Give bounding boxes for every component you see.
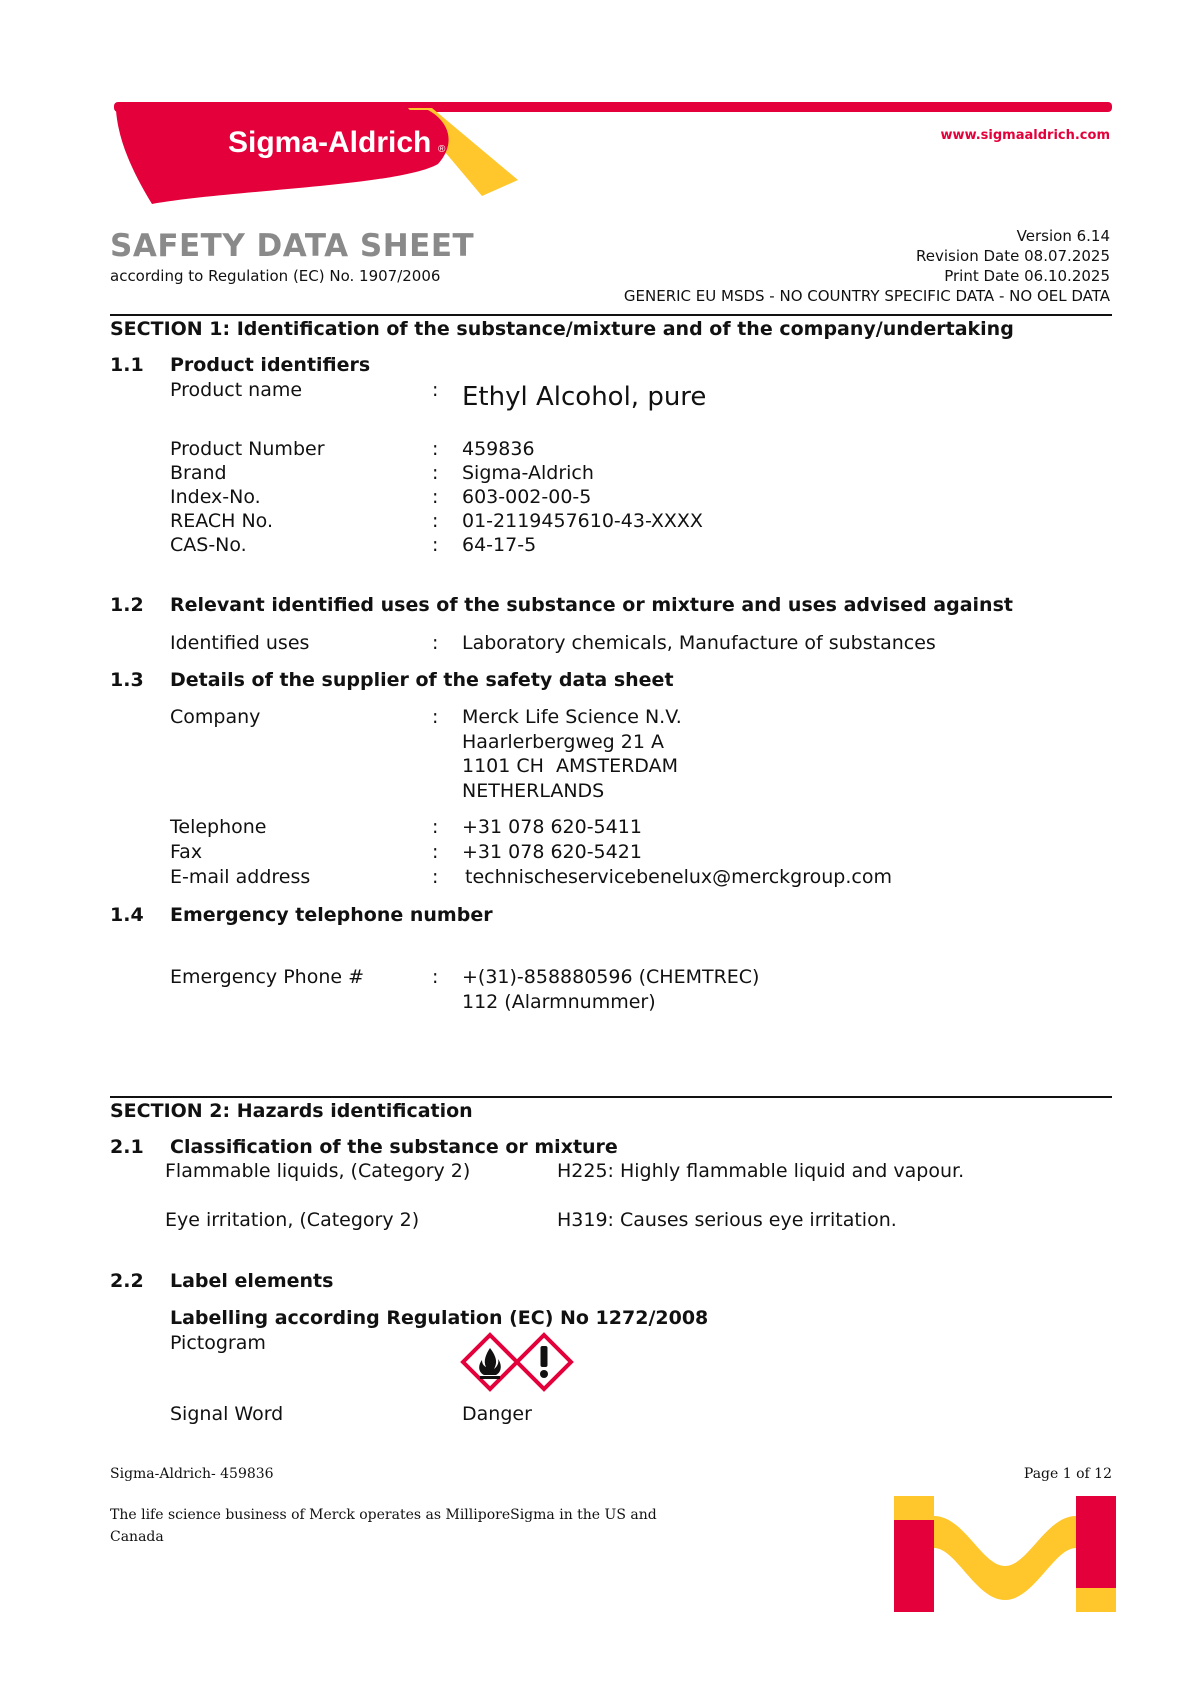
footer-note: The life science business of Merck operates as MilliporeSigma in the US and Canada [110, 1507, 657, 1545]
section-2-title: SECTION 2: Hazards identification [110, 1100, 473, 1122]
product-name-label: Product name [170, 379, 303, 401]
subsection-title: Emergency telephone number [170, 904, 493, 926]
labelling-title: Labelling according Regulation (EC) No 1272/2008 [170, 1307, 709, 1329]
hazard-class: Flammable liquids, (Category 2) [165, 1160, 471, 1182]
page-number: Page 1 of 12 [1023, 1466, 1112, 1482]
cas-no-label: CAS-No. [170, 534, 247, 556]
colon: : [432, 462, 439, 484]
exclamation-pictogram-icon [514, 1332, 574, 1392]
brand-label: Brand [170, 462, 227, 484]
index-no-label: Index-No. [170, 486, 261, 508]
logo-text: Sigma-Aldrich [228, 126, 432, 159]
company-line: NETHERLANDS [462, 780, 605, 802]
telephone-label: Telephone [170, 816, 267, 838]
emergency-phone: 112 (Alarmnummer) [462, 991, 656, 1013]
subsection-title: Product identifiers [170, 354, 371, 376]
reach-no-label: REACH No. [170, 510, 274, 532]
colon: : [432, 706, 439, 728]
colon: : [432, 486, 439, 508]
subsection-number: 1.2 [110, 594, 144, 616]
emergency-phone: +(31)-858880596 (CHEMTREC) [462, 966, 760, 988]
emergency-phone-label: Emergency Phone # [170, 966, 365, 988]
print-date: Print Date 06.10.2025 [944, 267, 1110, 285]
company-label: Company [170, 706, 261, 728]
company-line: Merck Life Science N.V. [462, 706, 682, 728]
company-line: 1101 CH AMSTERDAM [462, 755, 678, 777]
merck-logo [894, 1496, 1116, 1612]
subsection-number: 1.1 [110, 354, 144, 376]
colon: : [432, 438, 439, 460]
website-url: www.sigmaaldrich.com [940, 128, 1110, 143]
product-name: Ethyl Alcohol, pure [462, 382, 707, 412]
colon: : [432, 816, 439, 838]
subsection-title: Relevant identified uses of the substance or mixture and uses advised against [170, 594, 1013, 616]
sigma-aldrich-logo [110, 108, 530, 204]
cas-no: 64-17-5 [462, 534, 537, 556]
colon: : [432, 510, 439, 532]
colon: : [432, 841, 439, 863]
subsection-title: Details of the supplier of the safety data sheet [170, 669, 674, 691]
revision-date: Revision Date 08.07.2025 [916, 247, 1110, 265]
email-address: technischeservicebenelux@merckgroup.com [465, 866, 892, 888]
subsection-title: Label elements [170, 1270, 334, 1292]
section-1-title: SECTION 1: Identification of the substance/mixture and of the company/undertaking [110, 318, 1014, 340]
colon: : [432, 866, 439, 888]
colon: : [432, 534, 439, 556]
email-label: E-mail address [170, 866, 311, 888]
footer-product-ref: Sigma-Aldrich- 459836 [110, 1466, 274, 1482]
regulation-subtitle: according to Regulation (EC) No. 1907/2006 [110, 267, 441, 285]
product-number-label: Product Number [170, 438, 325, 460]
fax-label: Fax [170, 841, 203, 863]
signal-word: Danger [462, 1403, 532, 1425]
subsection-number: 1.4 [110, 904, 144, 926]
hazard-statement: H225: Highly flammable liquid and vapour. [557, 1160, 965, 1182]
identified-uses-label: Identified uses [170, 632, 310, 654]
section-divider [110, 314, 1112, 316]
colon: : [432, 632, 439, 654]
pictogram-label: Pictogram [170, 1332, 266, 1354]
reach-no: 01-2119457610-43-XXXX [462, 510, 703, 532]
subsection-number: 2.1 [110, 1136, 144, 1158]
telephone: +31 078 620-5411 [462, 816, 642, 838]
svg-text:®: ® [438, 144, 446, 155]
company-line: Haarlerbergweg 21 A [462, 731, 664, 753]
product-number: 459836 [462, 438, 535, 460]
subsection-number: 2.2 [110, 1270, 144, 1292]
document-title: SAFETY DATA SHEET [110, 228, 475, 264]
fax: +31 078 620-5421 [462, 841, 642, 863]
subsection-title: Classification of the substance or mixture [170, 1136, 618, 1158]
hazard-statement: H319: Causes serious eye irritation. [557, 1209, 897, 1231]
identified-uses: Laboratory chemicals, Manufacture of substances [462, 632, 936, 654]
section-divider [110, 1096, 1112, 1098]
hazard-class: Eye irritation, (Category 2) [165, 1209, 420, 1231]
brand-value: Sigma-Aldrich [462, 462, 594, 484]
index-no: 603-002-00-5 [462, 486, 592, 508]
colon: : [432, 379, 439, 401]
version: Version 6.14 [1016, 227, 1110, 245]
signal-word-label: Signal Word [170, 1403, 284, 1425]
colon: : [432, 966, 439, 988]
subsection-number: 1.3 [110, 669, 144, 691]
generic-note: GENERIC EU MSDS - NO COUNTRY SPECIFIC DATA - NO OEL DATA [623, 287, 1110, 305]
flame-pictogram-icon [460, 1332, 520, 1392]
